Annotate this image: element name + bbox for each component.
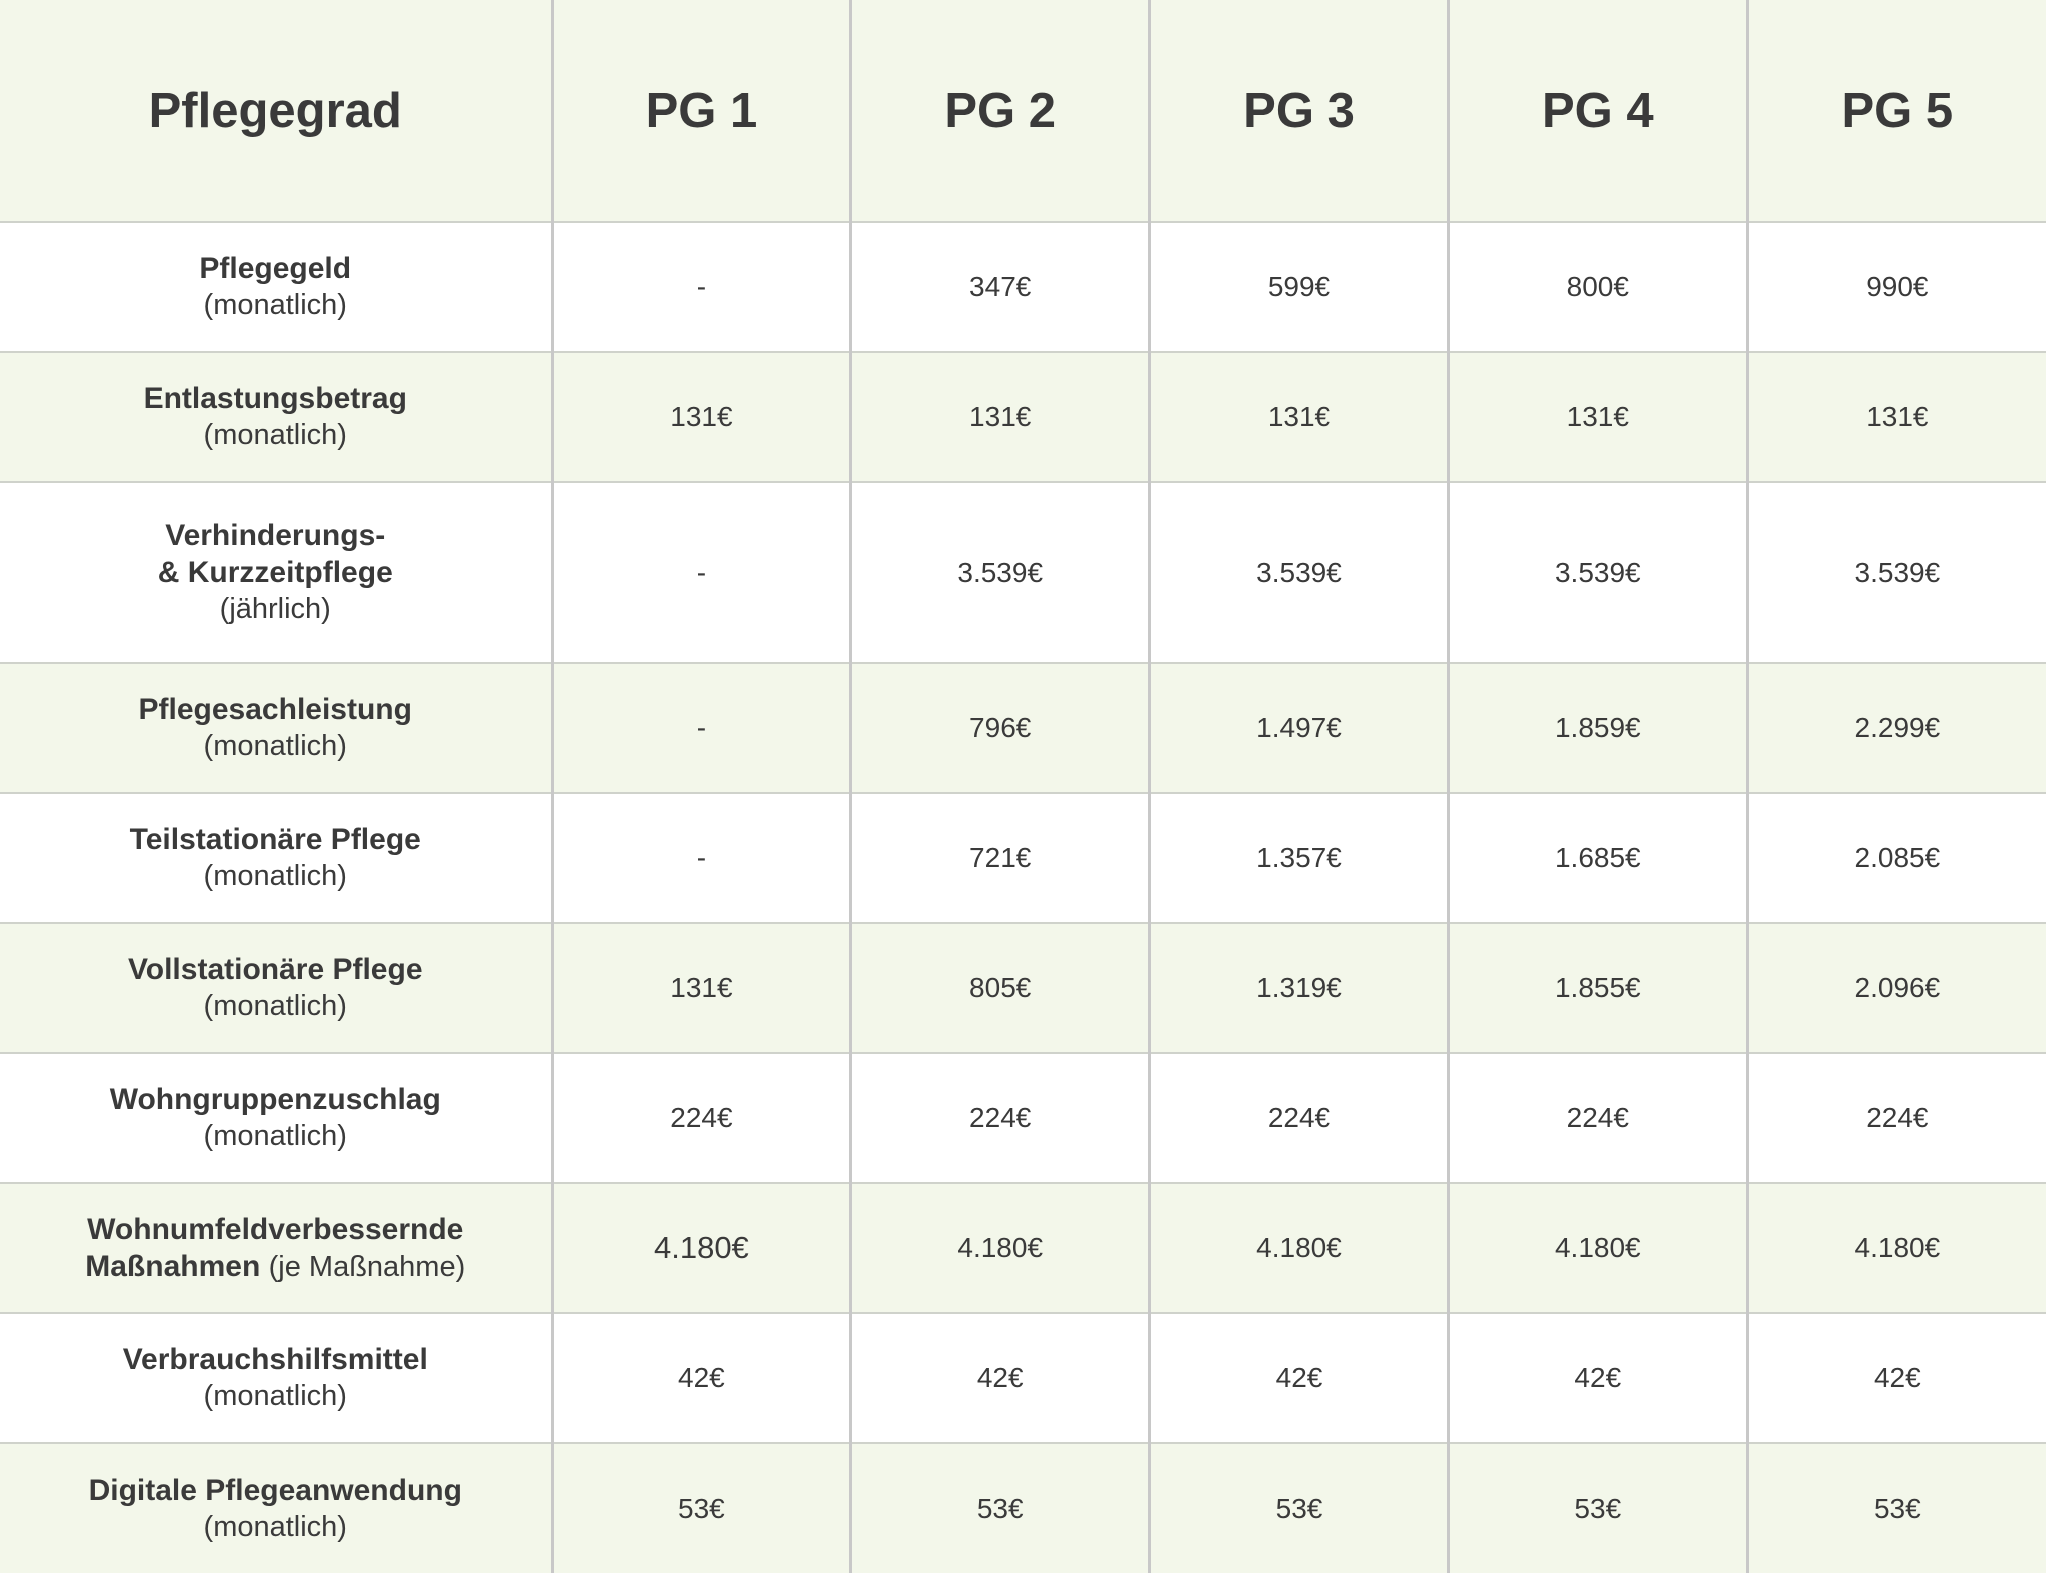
value-cell: 131€ <box>1747 352 2046 482</box>
row-label-digitale-pflegeanwendung <box>0 1443 552 1573</box>
value-cell: 224€ <box>1747 1053 2046 1183</box>
value-cell: 2.096€ <box>1747 923 2046 1053</box>
table-row <box>0 1053 2046 1183</box>
table-row <box>0 663 2046 793</box>
value-cell: 599€ <box>1150 222 1449 352</box>
value-cell: 131€ <box>1448 352 1747 482</box>
header-pg-1: PG 1 <box>552 0 851 222</box>
value-cell: 990€ <box>1747 222 2046 352</box>
row-title-line-2: & Kurzzeitpflege <box>157 556 393 589</box>
value-cell: 1.685€ <box>1448 793 1747 923</box>
value-cell: 224€ <box>552 1053 851 1183</box>
value-cell: 224€ <box>1448 1053 1747 1183</box>
row-title: Digitale Pflegeanwendung <box>88 1473 462 1507</box>
value-cell: 131€ <box>552 923 851 1053</box>
value-cell: 42€ <box>1150 1313 1449 1443</box>
table-row <box>0 1313 2046 1443</box>
value-cell: - <box>552 663 851 793</box>
table-row <box>0 222 2046 352</box>
value-cell: 42€ <box>851 1313 1150 1443</box>
header-pg-3: PG 3 <box>1150 0 1449 222</box>
row-title: Verbrauchshilfsmittel <box>122 1343 428 1376</box>
value-cell: 796€ <box>851 663 1150 793</box>
value-cell: 131€ <box>851 352 1150 482</box>
header-pg-2: PG 2 <box>851 0 1150 222</box>
value-cell: 1.855€ <box>1448 923 1747 1053</box>
value-cell: 4.180€ <box>1150 1183 1449 1313</box>
value-cell: - <box>552 793 851 923</box>
row-title-line-2-wrap <box>6 1248 545 1286</box>
row-title: Entlastungsbetrag <box>143 382 407 415</box>
row-title: Pflegegeld <box>199 252 352 285</box>
value-cell: - <box>552 222 851 352</box>
value-cell: 800€ <box>1448 222 1747 352</box>
row-note: (jährlich) <box>219 593 331 625</box>
value-cell: 224€ <box>1150 1053 1449 1183</box>
header-pflegegrad: Pflegegrad <box>0 0 552 222</box>
table-row <box>0 1443 2046 1573</box>
value-cell: 3.539€ <box>851 482 1150 663</box>
row-note: (je Maßnahme) <box>268 1250 466 1283</box>
table-row <box>0 1183 2046 1313</box>
row-title-line-1: Wohnumfeldverbessernde <box>87 1212 464 1246</box>
value-cell: 42€ <box>1747 1313 2046 1443</box>
row-title: Pflegesachleistung <box>138 693 412 726</box>
header-row <box>0 0 2046 222</box>
value-cell: 1.859€ <box>1448 663 1747 793</box>
value-cell: 1.497€ <box>1150 663 1449 793</box>
value-cell: 2.085€ <box>1747 793 2046 923</box>
value-cell: 131€ <box>1150 352 1449 482</box>
row-title-line-1: Verhinderungs- <box>165 519 386 552</box>
row-label-pflegegeld <box>0 222 552 352</box>
header-pg-4: PG 4 <box>1448 0 1747 222</box>
row-label-pflegesachleistung <box>0 663 552 793</box>
value-cell: 224€ <box>851 1053 1150 1183</box>
value-cell: 42€ <box>1448 1313 1747 1443</box>
value-cell: 53€ <box>1448 1443 1747 1573</box>
row-label-vollstationaere-pflege <box>0 923 552 1053</box>
value-cell: 53€ <box>851 1443 1150 1573</box>
value-cell: 131€ <box>552 352 851 482</box>
row-note: (monatlich) <box>203 1380 347 1412</box>
value-cell: 1.357€ <box>1150 793 1449 923</box>
value-cell: 3.539€ <box>1448 482 1747 663</box>
row-note: (monatlich) <box>203 730 347 762</box>
table-row <box>0 352 2046 482</box>
header-pg-5: PG 5 <box>1747 0 2046 222</box>
row-note: (monatlich) <box>203 990 347 1022</box>
row-title-line-2: Maßnahmen <box>85 1249 261 1283</box>
row-title: Teilstationäre Pflege <box>129 823 421 856</box>
row-note: (monatlich) <box>203 289 347 321</box>
value-cell: 42€ <box>552 1313 851 1443</box>
table-row <box>0 923 2046 1053</box>
row-title: Vollstationäre Pflege <box>127 953 423 986</box>
value-cell: 721€ <box>851 793 1150 923</box>
row-label-wohngruppenzuschlag <box>0 1053 552 1183</box>
value-cell: 805€ <box>851 923 1150 1053</box>
value-cell: 53€ <box>552 1443 851 1573</box>
value-cell: 4.180€ <box>1747 1183 2046 1313</box>
row-note: (monatlich) <box>203 1510 347 1543</box>
row-label-wohnumfeldverbesserung <box>0 1183 552 1313</box>
row-note: (monatlich) <box>203 419 347 451</box>
row-label-entlastungsbetrag <box>0 352 552 482</box>
value-cell: 2.299€ <box>1747 663 2046 793</box>
row-title: Wohngruppenzuschlag <box>109 1083 441 1116</box>
value-cell: - <box>552 482 851 663</box>
row-label-teilstationaere-pflege <box>0 793 552 923</box>
value-cell: 53€ <box>1150 1443 1449 1573</box>
value-cell: 4.180€ <box>1448 1183 1747 1313</box>
value-cell: 3.539€ <box>1747 482 2046 663</box>
value-cell: 347€ <box>851 222 1150 352</box>
row-label-verhinderungspflege <box>0 482 552 663</box>
value-cell: 4.180€ <box>552 1183 851 1313</box>
table-row <box>0 482 2046 663</box>
row-label-verbrauchshilfsmittel <box>0 1313 552 1443</box>
value-cell: 53€ <box>1747 1443 2046 1573</box>
table-row <box>0 793 2046 923</box>
value-cell: 4.180€ <box>851 1183 1150 1313</box>
value-cell: 3.539€ <box>1150 482 1449 663</box>
row-note: (monatlich) <box>203 1120 347 1152</box>
row-note: (monatlich) <box>203 860 347 892</box>
value-cell: 1.319€ <box>1150 923 1449 1053</box>
